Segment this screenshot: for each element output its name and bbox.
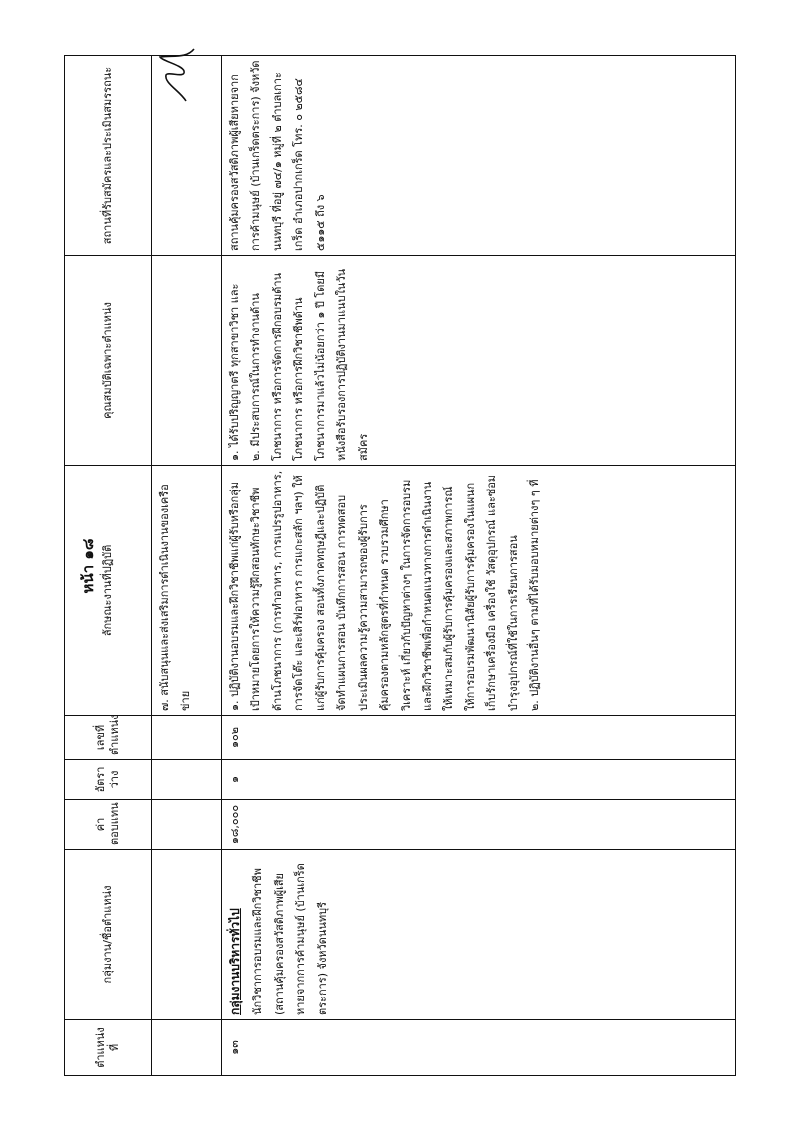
header-vacancy: อัตราว่าง: [65, 760, 152, 800]
cont-position-no: [152, 716, 222, 760]
row-duties-2: ๒. ปฏิบัติงานอื่นๆ ตามที่ได้รับมอบหมายต่างๆ ๆ ที่: [528, 479, 542, 711]
cont-apply-place: [152, 56, 222, 256]
cont-no: [152, 1020, 222, 1076]
row-qualifications-cell: [222, 256, 736, 466]
row-position: นักวิชาการอบรมและฝึกวิชาชีพ (สถานคุ้มครองสวัสดิภาพผู้เสียหายจากการค้ามนุษย์ (บ้านเกร็ดตระการ) จังหวัดนนทบุรี: [251, 863, 329, 1015]
header-row: [65, 56, 152, 1076]
header-salary: ค่าตอบแทน: [65, 800, 152, 850]
header-no: ตำแหน่งที่: [65, 1020, 152, 1076]
header-apply-place: สถานที่รับสมัครและประเมินสมรรถนะ: [65, 56, 152, 256]
row-vacancy: ๑: [222, 760, 736, 800]
row-salary: ๑๘,๐๐๐: [222, 800, 736, 850]
row-qualifications-2: ๒. มีประสบการณ์ในการทำงานด้านโภชนาการ หรือการจัดการฝึกอบรมด้านโภชนาการ หรือการฝึกวิชาชีพด้านโภชนาการมาแล้วไม่น้อยกว่า ๑ ปี โดยมีหนังสือรับรองการปฏิบัติงานมาแนบในวันสมัคร: [249, 268, 370, 461]
page-number: หน้า ๑๘: [79, 538, 97, 594]
row-qualifications-1: ๑. ได้รับปริญญาตรี ทุกสาขาวิชา และ: [228, 283, 241, 461]
header-qualifications: คุณสมบัติเฉพาะตำแหน่ง: [65, 256, 152, 466]
cont-qualifications: [152, 256, 222, 466]
cont-position: [152, 850, 222, 1020]
cont-salary: [152, 800, 222, 850]
signature-mark: [156, 45, 200, 105]
continued-row: [152, 56, 222, 1076]
row-apply-place: สถานคุ้มครองสวัสดิภาพผู้เสียหายจากการค้ามนุษย์ (บ้านเกร็ดตระการ) จังหวัดนนทบุรี ที่อยู่ ๗๔/๑ หมู่ที่ ๒ ตำบลเกาะเกร็ด อำเภอปากเกร็ด โทร. ๐ ๒๕๘๔ ๕๑๑๕ ถึง ๖: [222, 56, 736, 256]
header-duties: ลักษณะงานที่ปฏิบัติ: [65, 466, 152, 716]
header-position-no: เลขที่ตำแหน่ง: [65, 716, 152, 760]
cont-duties: ๗. สนับสนุนและส่งเสริมการดำเนินงานของเครือข่าย: [152, 466, 222, 716]
job-position-table: [64, 55, 736, 1076]
row-position-cell: [222, 850, 736, 1020]
row-group: กลุ่มงานบริหารทั่วไป: [228, 908, 242, 1015]
header-position: กลุ่มงาน/ชื่อตำแหน่ง: [65, 850, 152, 1020]
row-position-no: ๑๐๒: [222, 716, 736, 760]
table-row: [222, 56, 736, 1076]
cont-vacancy: [152, 760, 222, 800]
row-duties-1: ๑. ปฏิบัติงานอบรมและฝึกวิชาชีพแก่ผู้รับหรือกลุ่มเป้าหมายโดยการให้ความรู้ฝึกสอนทักษะวิชาชีพด้านโภชนาการ (การทำอาหาร, การแปรรูปอาหาร, การจัดโต๊ะ และเสิร์ฟอาหาร การแกะสลัก ฯลฯ) ให้แก่ผู้รับการคุ้มครอง สอนทั้งภาคทฤษฎีและปฏิบัติ จัดทำแผนการสอน บันทึกการสอน การทดสอบ ประเมินผลความรู้ความสามารถของผู้รับการคุ้มครองตามหลักสูตรที่กำหนด รวบรวมศึกษาวิเคราะห์ เกี่ยวกับปัญหาต่างๆ ในการจัดการอบรมและฝึกวิชาชีพเพื่อกำหนดแนวทางการดำเนินงานให้เหมาะสมกับผู้รับการคุ้มครองและสภาพการณ์ ให้การอบรมพัฒนานิสัยผู้รับการคุ้มครองในแผนก เก็บรักษาเครื่องมือ เครื่องใช้ วัสดุอุปกรณ์ และซ่อมบำรุงอุปกรณ์ที่ใช้ในการเรียนการสอน: [228, 470, 520, 711]
rotated-table-wrapper: [64, 56, 736, 1076]
row-no: ๑๓: [222, 1020, 736, 1076]
row-duties-cell: [222, 466, 736, 716]
